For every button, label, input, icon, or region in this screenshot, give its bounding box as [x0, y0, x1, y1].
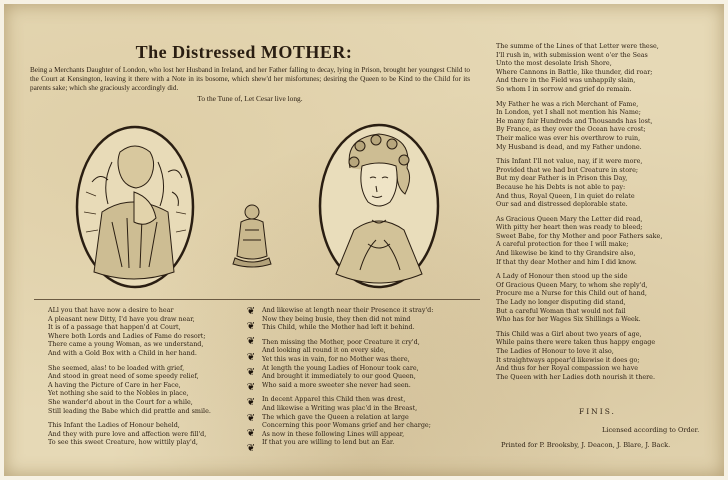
stanza-right-5: [496, 272, 662, 324]
verse-line: Who said a more sweeter she never had seen.: [262, 380, 411, 389]
verse-line: She wander'd about in the Court for a while,: [48, 397, 193, 406]
stanza-middle-2: [262, 338, 433, 390]
verse-line: Yet nothing she said to the Nobles in place,: [48, 389, 189, 398]
verse-line: Yet this was in vain, for no Mother was there,: [262, 354, 410, 363]
verse-line: A having the Picture of Care in her Face,: [48, 380, 181, 389]
finis-mark: FINIS.: [579, 407, 616, 416]
woodcut-mother-with-child: [72, 122, 198, 292]
woodcut-kneeling-child: [229, 200, 275, 270]
verse-line: I'll rush in, with submission went o'er the Seas: [496, 50, 648, 59]
verse-line: Provided that we had but Creature in store;: [496, 165, 639, 174]
verse-line: The Queen with her Ladies doth nourish it there.: [496, 372, 655, 381]
verse-line: Of Gracious Queen Mary, to whom she reply'd,: [496, 280, 648, 289]
ornamental-divider: ❦ ❦ ❦ ❦ ❦ ❦ ❦ ❦ ❦ ❦: [246, 306, 256, 454]
verse-line: And they with pure love and affection were fill'd,: [48, 429, 207, 438]
verse-line: Unto the most desolate Irish Shore,: [496, 59, 612, 68]
verse-line: To see this sweet Creature, how wittily play'd,: [48, 438, 198, 447]
ballad-column-left: [48, 306, 211, 453]
verse-line: And likewise a Writing was plac'd in the Breast,: [262, 403, 418, 412]
stanza-left-3: [48, 421, 211, 447]
verse-line: Now they being busie, they then did not mind: [262, 314, 411, 323]
stanza-right-2: [496, 100, 662, 152]
stanza-middle-1: [262, 306, 433, 332]
verse-line: With pitty her heart then was ready to bleed;: [496, 223, 643, 232]
verse-line: But a careful Woman that would not fail: [496, 306, 626, 315]
verse-line: But my dear Father is in Prison this Day,: [496, 174, 628, 183]
verse-line: As now in these following Lines will appear,: [262, 429, 405, 438]
verse-line: Where both Lords and Ladies of Fame do resort;: [48, 331, 206, 340]
verse-line: Sweet Babe, for thy Mother and poor Fathers sake,: [496, 231, 663, 240]
verse-line: And looking all round it on every side,: [262, 346, 386, 355]
verse-line: And likewise at length near their Presence it stray'd:: [262, 306, 434, 314]
verse-line: It straightways appear'd likewise it does go;: [496, 355, 640, 364]
verse-line: Then missing the Mother, poor Creature it cry'd,: [262, 337, 420, 346]
verse-line: And thus, Royal Queen, I in quiet do relate: [496, 191, 635, 200]
verse-line: And likewise be kind to thy Grandsire also,: [496, 249, 636, 258]
verse-line: If that you are willing to lend but an Ear.: [262, 438, 395, 447]
licence-note: Licensed according to Order.: [602, 426, 700, 434]
verse-line: This Child was a Girl about two years of age,: [496, 329, 642, 338]
verse-line: The summe of the Lines of that Letter were these,: [496, 42, 659, 50]
stanza-left-2: [48, 364, 211, 416]
verse-line: As Gracious Queen Mary the Letter did read,: [496, 214, 643, 223]
verse-line: My Father he was a rich Merchant of Fame,: [496, 99, 639, 108]
stanza-middle-3: [262, 395, 433, 447]
verse-line: At length the young Ladies of Honour took care,: [262, 363, 419, 372]
verse-line: There came a young Woman, as we understand,: [48, 340, 204, 349]
verse-line: By France, as they over the Ocean have crost;: [496, 125, 646, 134]
ballad-column-middle: [262, 306, 433, 453]
ballad-title: The Distressed MOTHER:: [135, 42, 353, 62]
verse-line: The which gave the Queen a relation at large: [262, 412, 409, 421]
verse-line: Concerning this poor Womans grief and her charge;: [262, 421, 431, 430]
verse-line: Their malice was ever his overthrow to ruin,: [496, 133, 641, 142]
intro-text: Being a Merchants Daughter of London, who lost her Husband in Ireland, and her Father falling to decay, lying in Prison, brought her youngest Child to the Court at Kensington, leaving it there with a Note in its bosome, which shew'd her misfortunes; desiring the Queen to be Kind to the Child for its parents sake; which she graciously accordingly did.: [30, 66, 470, 93]
verse-line: ALl you that have now a desire to hear: [48, 306, 174, 314]
verse-line: And brought it immediately to our good Queen,: [262, 372, 416, 381]
verse-line: So whom I in sorrow and grief do remain.: [496, 84, 632, 93]
stanza-right-4: [496, 215, 662, 267]
verse-line: Our sad and distressed deplorable state.: [496, 200, 628, 209]
verse-line: And thus for her Royal compassion we have: [496, 364, 638, 373]
verse-line: And stood in great need of some speedy relief,: [48, 372, 199, 381]
verse-line: This Infant the Ladies of Honour beheld,: [48, 421, 180, 430]
verse-line: He many fair Hundreds and Thousands has lost,: [496, 116, 653, 125]
verse-line: The Lady no longer disputing did stand,: [496, 298, 626, 307]
stanza-right-1: [496, 42, 662, 94]
woodcut-queen-portrait: [314, 120, 444, 292]
verse-line: My Husband is dead, and my Father undone.: [496, 142, 642, 151]
stanza-left-1: [48, 306, 211, 358]
verse-line: A careful protection for thee I will make;: [496, 240, 629, 249]
verse-line: This Child, while the Mother had left it behind.: [262, 323, 415, 332]
verse-line: And there in the Field was unhappily slain,: [496, 76, 636, 85]
verse-line: Who has for her Wages Six Shillings a Week.: [496, 315, 641, 324]
stanza-right-3: [496, 157, 662, 209]
printer-imprint: Printed for P. Brooksby, J. Deacon, J. Blare, J. Back.: [501, 441, 671, 449]
verse-line: And with a Gold Box with a Child in her hand.: [48, 348, 197, 357]
verse-line: She seemed, alas! to be loaded with grief,: [48, 363, 185, 372]
ballad-intro: [30, 66, 470, 103]
broadside-sheet: [4, 4, 724, 476]
verse-line: In decent Apparel this Child then was drest,: [262, 395, 406, 404]
verse-line: It is of a passage that happen'd at Court,: [48, 323, 181, 332]
verse-line: Procure me a Nurse for this Child out of hand,: [496, 289, 647, 298]
verse-line: A pleasant new Ditty, I'd have you draw near,: [48, 314, 195, 323]
verse-line: A Lady of Honour then stood up the side: [496, 272, 628, 281]
verse-line: Still leading the Babe which did prattle and smile.: [48, 406, 211, 415]
stanza-right-6: [496, 330, 662, 382]
verse-line: If that thy dear Mother and him I did know.: [496, 257, 637, 266]
verse-line: Where Cannons in Battle, like thunder, did roar;: [496, 67, 653, 76]
verse-line: In London, yet I shall not mention his Name;: [496, 108, 641, 117]
ballad-column-right: [496, 42, 662, 387]
separator-rule: [34, 299, 480, 300]
verse-line: Because he his Debts is not able to pay:: [496, 182, 626, 191]
verse-line: The Ladies of Honour to love it also,: [496, 347, 614, 355]
verse-line: This Infant I'll not value, nay, if it were more,: [496, 157, 643, 166]
tune-line: To the Tune of, Let Cesar live long.: [197, 93, 303, 103]
verse-line: While pains there were taken thus happy engage: [496, 338, 656, 347]
